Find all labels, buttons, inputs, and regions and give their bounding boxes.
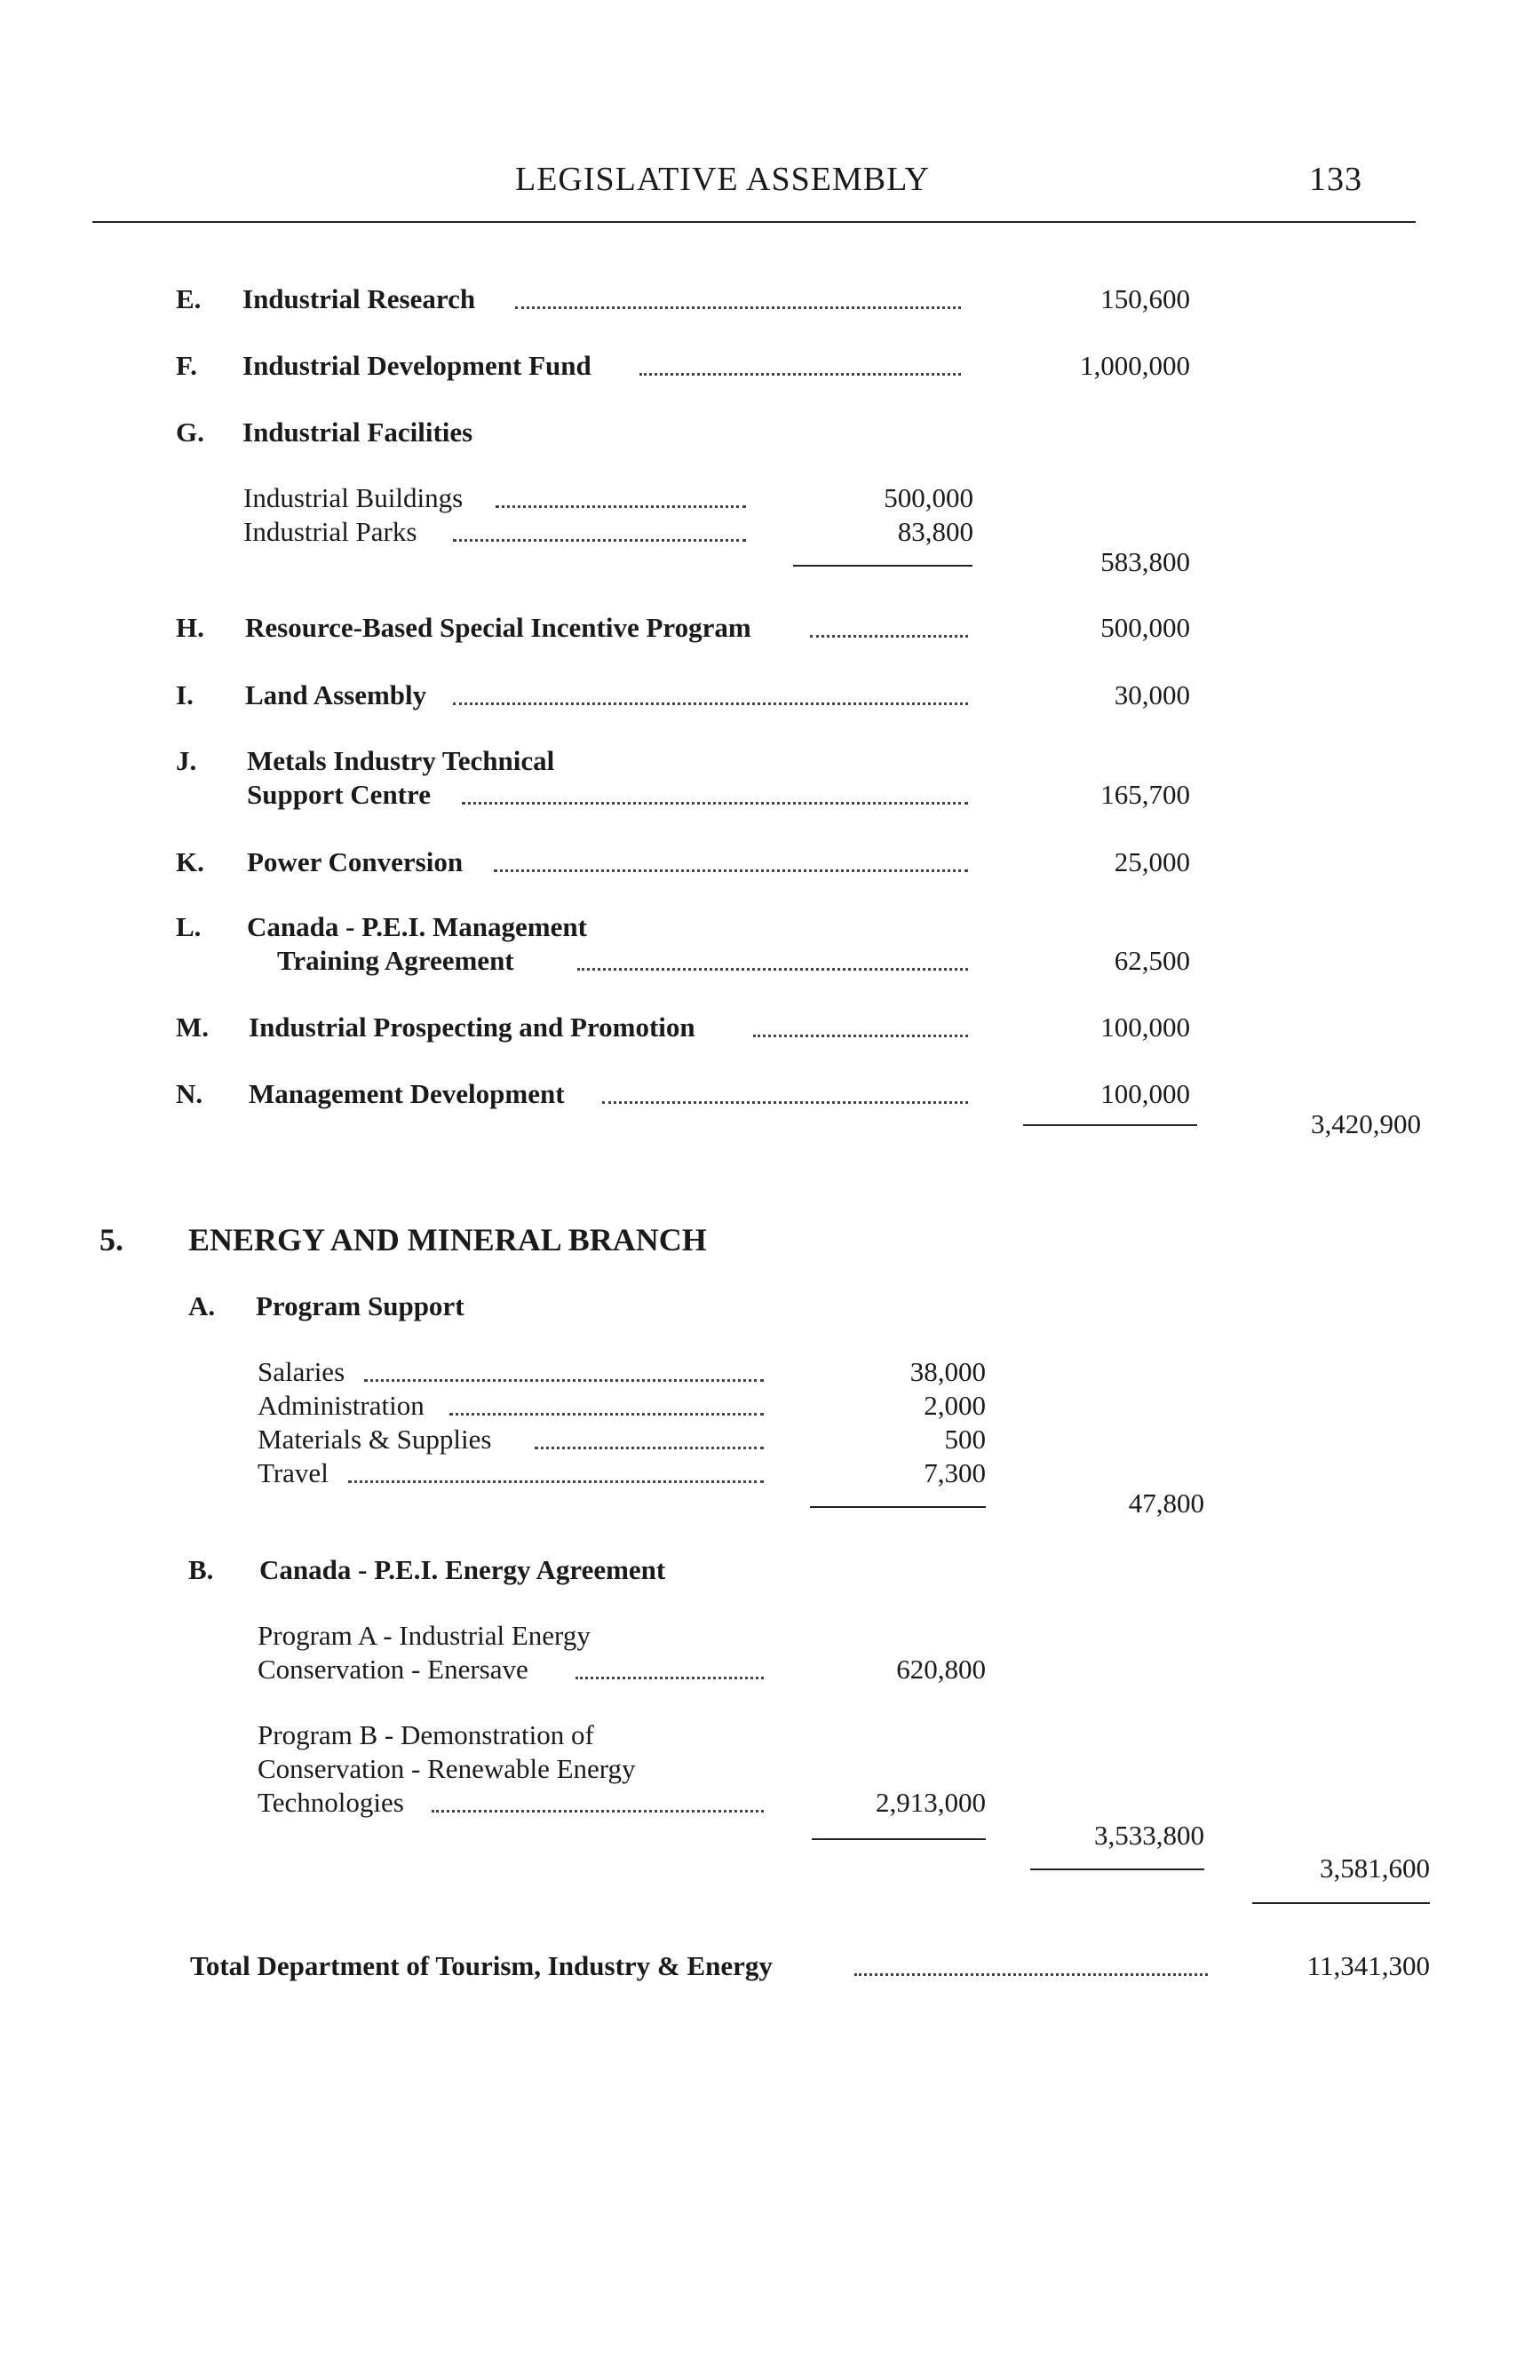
item-label-j-line2: Support Centre: [247, 779, 431, 810]
leader-dots: [432, 1810, 764, 1813]
sub-label-materials-supplies: Materials & Supplies: [258, 1424, 492, 1455]
leader-dots: [515, 306, 961, 309]
item-amount-h: 500,000: [1100, 612, 1190, 643]
program-a-line2: Conservation - Enersave: [258, 1654, 528, 1685]
item-label-e: Industrial Research: [242, 283, 476, 314]
item-label-k: Power Conversion: [247, 846, 464, 877]
item-total-5b: 3,533,800: [1094, 1820, 1204, 1851]
program-b-line1: Program B - Demonstration of: [258, 1719, 594, 1750]
sub-amount-administration: 2,000: [924, 1390, 986, 1421]
item-letter-5b: B.: [188, 1554, 214, 1585]
leader-dots: [449, 1413, 764, 1416]
leader-dots: [577, 968, 968, 971]
grand-total-amount: 11,341,300: [1306, 1950, 1430, 1981]
subtotal-rule: [810, 1506, 986, 1508]
item-label-5b: Canada - P.E.I. Energy Agreement: [259, 1554, 666, 1585]
item-label-h: Resource-Based Special Incentive Program: [245, 612, 751, 643]
leader-dots: [462, 802, 968, 805]
item-label-n: Management Development: [249, 1078, 565, 1109]
sub-amount-materials-supplies: 500: [944, 1424, 986, 1455]
leader-dots: [453, 539, 746, 542]
item-amount-l: 62,500: [1114, 945, 1190, 976]
item-letter-i: I.: [176, 679, 194, 710]
sub-amount-industrial-parks: 83,800: [897, 516, 973, 547]
item-label-j-line1: Metals Industry Technical: [247, 745, 555, 776]
header-rule: [92, 221, 1416, 223]
program-a-line1: Program A - Industrial Energy: [258, 1620, 591, 1651]
section5-number: 5.: [99, 1222, 123, 1257]
item-amount-k: 25,000: [1114, 846, 1190, 877]
leader-dots: [496, 505, 746, 508]
sub-amount-industrial-buildings: 500,000: [884, 482, 973, 513]
leader-dots: [453, 702, 968, 705]
leader-dots: [753, 1035, 968, 1037]
item-label-f: Industrial Development Fund: [242, 350, 591, 381]
page-header-title: LEGISLATIVE ASSEMBLY: [515, 161, 930, 198]
leader-dots: [494, 869, 968, 872]
sub-label-administration: Administration: [258, 1390, 425, 1421]
program-a-amount: 620,800: [896, 1654, 986, 1685]
program-b-line3: Technologies: [258, 1787, 404, 1818]
subtotal-rule: [1252, 1902, 1430, 1904]
sub-amount-salaries: 38,000: [909, 1356, 986, 1387]
item-letter-h: H.: [176, 612, 204, 643]
item-amount-e: 150,600: [1100, 283, 1190, 314]
item-letter-k: K.: [176, 846, 204, 877]
item-total-5a: 47,800: [1128, 1488, 1204, 1519]
leader-dots: [576, 1677, 764, 1679]
item-total-g: 583,800: [1100, 546, 1190, 577]
leader-dots: [348, 1480, 764, 1483]
item-label-g: Industrial Facilities: [242, 416, 473, 448]
item-label-5a: Program Support: [256, 1290, 464, 1321]
subtotal-rule: [812, 1838, 986, 1840]
item-amount-m: 100,000: [1100, 1012, 1190, 1043]
item-letter-m: M.: [176, 1012, 210, 1043]
item-label-m: Industrial Prospecting and Promotion: [249, 1012, 695, 1043]
program-b-line2: Conservation - Renewable Energy: [258, 1753, 636, 1784]
item-letter-5a: A.: [188, 1290, 216, 1321]
section5-total: 3,581,600: [1320, 1852, 1430, 1884]
section4-total: 3,420,900: [1311, 1108, 1421, 1139]
sub-amount-travel: 7,300: [924, 1457, 986, 1488]
page-number: 133: [1309, 161, 1362, 198]
grand-total-label: Total Department of Tourism, Industry & Energy: [190, 1950, 773, 1981]
subtotal-rule: [1030, 1868, 1204, 1870]
item-letter-n: N.: [176, 1078, 203, 1109]
item-letter-j: J.: [176, 745, 197, 776]
subtotal-rule: [1023, 1124, 1197, 1126]
sub-label-travel: Travel: [258, 1457, 329, 1488]
item-letter-g: G.: [176, 416, 204, 448]
subtotal-rule: [793, 565, 972, 567]
item-amount-j: 165,700: [1100, 779, 1190, 810]
item-label-l-line1: Canada - P.E.I. Management: [247, 911, 587, 942]
leader-dots: [854, 1973, 1208, 1976]
item-amount-n: 100,000: [1100, 1078, 1190, 1109]
item-amount-i: 30,000: [1114, 679, 1190, 710]
leader-dots: [602, 1101, 968, 1104]
sub-label-industrial-parks: Industrial Parks: [243, 516, 417, 547]
sub-label-industrial-buildings: Industrial Buildings: [243, 482, 464, 513]
item-amount-f: 1,000,000: [1080, 350, 1190, 381]
item-letter-e: E.: [176, 283, 202, 314]
leader-dots: [810, 635, 968, 638]
item-letter-f: F.: [176, 350, 197, 381]
item-label-l-line2: Training Agreement: [277, 945, 514, 976]
sub-label-salaries: Salaries: [258, 1356, 345, 1387]
section5-title: ENERGY AND MINERAL BRANCH: [188, 1222, 707, 1257]
item-letter-l: L.: [176, 911, 202, 942]
leader-dots: [535, 1447, 764, 1449]
leader-dots: [639, 373, 961, 376]
program-b-amount: 2,913,000: [876, 1787, 986, 1818]
item-label-i: Land Assembly: [245, 679, 427, 710]
leader-dots: [364, 1379, 764, 1382]
